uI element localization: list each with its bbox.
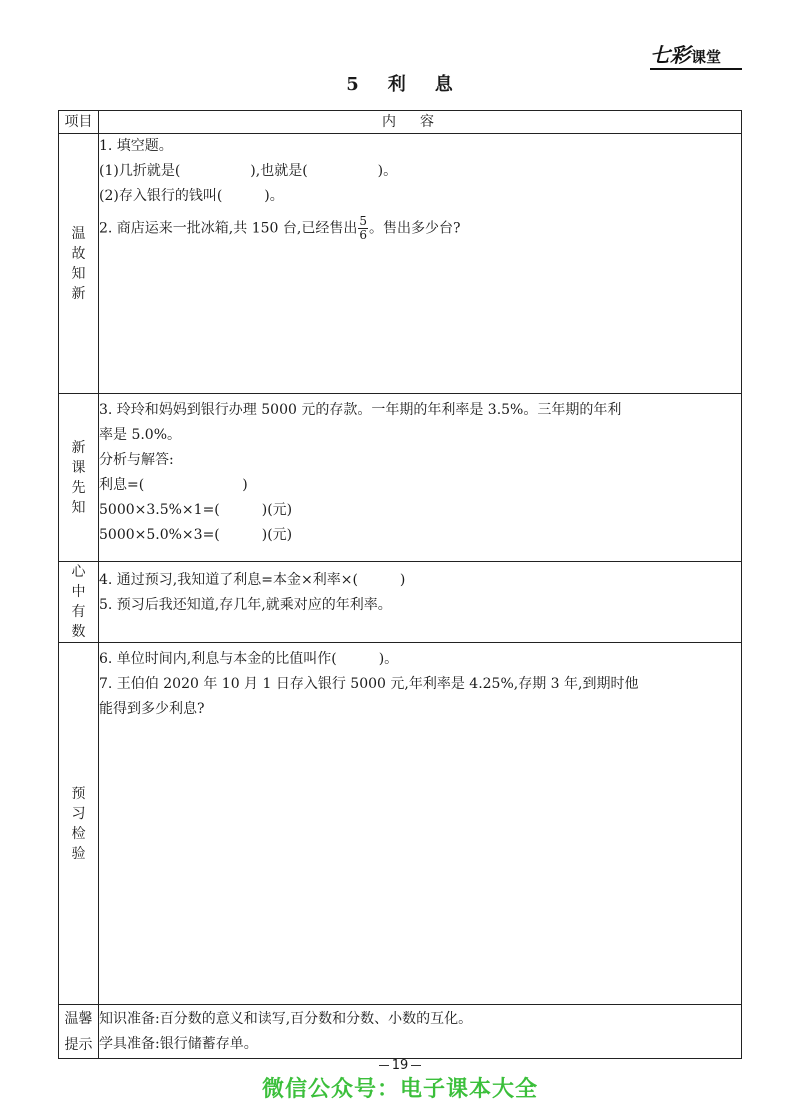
question-1-item-2: (2)存入银行的钱叫( )。 xyxy=(99,188,284,204)
tip-tools: 学具准备:银行储蓄存单。 xyxy=(99,1036,258,1052)
section-content-check xyxy=(99,643,742,1005)
interest-formula: 利息=( ) xyxy=(99,477,248,493)
section-content-tips xyxy=(99,1005,742,1059)
section-content-review xyxy=(99,134,742,394)
section-label-understand: 心 中 有 数 xyxy=(59,562,99,643)
brand-logo-sub: 课堂 xyxy=(691,48,722,66)
question-7-line-2: 能得到多少利息? xyxy=(99,701,205,717)
title-part2: 息 xyxy=(434,74,454,95)
title-part1: 利 xyxy=(387,74,407,95)
section-content-understand xyxy=(99,562,742,643)
page-number: 19 xyxy=(0,1058,800,1073)
calc-one-year: 5000×3.5%×1=( )(元) xyxy=(99,502,293,518)
watermark-text: 微信公众号：电子课本大全 xyxy=(261,1077,538,1102)
section-label-preview-new: 新 课 先 知 xyxy=(59,394,99,562)
section-label-review: 温 故 知 新 xyxy=(59,134,99,394)
calc-three-year: 5000×5.0%×3=( )(元) xyxy=(99,527,293,543)
table-header-row xyxy=(59,111,742,134)
question-3-line-2: 率是 5.0%。 xyxy=(99,427,182,443)
section-content-preview-new xyxy=(99,394,742,562)
worksheet-table xyxy=(58,110,742,1059)
section-label-check: 预 习 检 验 xyxy=(59,643,99,1005)
question-7-line-1: 7. 王伯伯 2020 年 10 月 1 日存入银行 5000 元,年利率是 4.25%,存期 3 年,到期时他 xyxy=(99,676,639,692)
question-2: 2. 商店运来一批冰箱,共 150 台,已经售出 $\frac{5}{6}$ 。售出多少台? xyxy=(99,214,461,242)
question-6: 6. 单位时间内,利息与本金的比值叫作( )。 xyxy=(99,651,399,667)
question-4: 4. 通过预习,我知道了利息=本金×利率×( ) xyxy=(99,572,406,588)
header-content: 内容 xyxy=(99,111,742,134)
question-5: 5. 预习后我还知道,存几年,就乘对应的年利率。 xyxy=(99,597,392,613)
section-label-tips: 温馨 提示 xyxy=(59,1005,99,1059)
brand-logo xyxy=(650,42,742,72)
section-review xyxy=(59,134,742,394)
question-3-line-1: 3. 玲玲和妈妈到银行办理 5000 元的存款。一年期的年利率是 3.5%。三年期的年利 xyxy=(99,402,622,418)
brand-logo-main: 七彩 xyxy=(650,43,690,67)
page-title xyxy=(0,70,800,96)
section-check xyxy=(59,643,742,1005)
section-understand xyxy=(59,562,742,643)
header-item: 项目 xyxy=(59,111,99,134)
fraction: $\frac{5}{6}$ xyxy=(359,214,367,242)
analysis-heading: 分析与解答: xyxy=(99,452,174,468)
section-preview-new xyxy=(59,394,742,562)
title-number: 5 xyxy=(346,74,360,95)
question-1-item-1: (1)几折就是( ),也就是( )。 xyxy=(99,163,398,179)
section-tips xyxy=(59,1005,742,1059)
question-1-heading: 1. 填空题。 xyxy=(99,138,173,154)
tip-knowledge: 知识准备:百分数的意义和读写,百分数和分数、小数的互化。 xyxy=(99,1011,473,1027)
